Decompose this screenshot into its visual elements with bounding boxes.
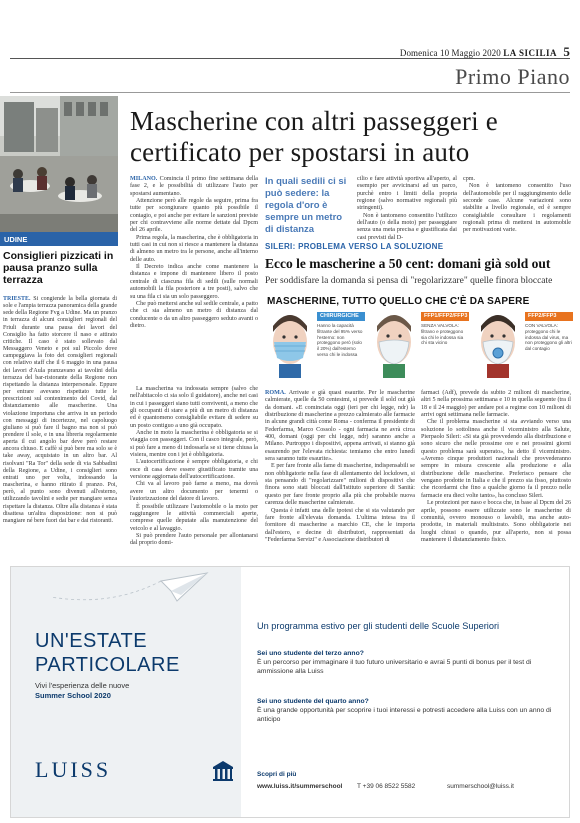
ad-contact xyxy=(257,767,567,807)
paragraph: La mascherina va indossata sempre (salvo che nell'abitacolo ci sia solo il guidatore), anche nei casi in cui i passeggeri siano tutti conviventi, a meno che gli occupanti di stare a più di un metro di distanza ed è quantomeno consigliabile evitare di sedere su un posto contiguo a uno già occupato. xyxy=(130,386,258,429)
ad-question-1 xyxy=(257,649,557,676)
ad-sub-line-2: Summer School 2020 xyxy=(35,690,111,700)
masthead-rule xyxy=(10,58,570,59)
luiss-emblem-icon xyxy=(211,759,235,783)
paragraph: Il Decreto indica anche come mantenere la distanza e impone di mantenere libero il posto centrale di ciascuna fila di sedili (sulle normali automobili la fila posteriore a tre posti), salvo che su una fila ci sia un solo passeggero. xyxy=(130,264,258,300)
sub-article-title: Ecco le mascherine a 50 cent: domani già sold out xyxy=(265,256,551,271)
terrace-photo xyxy=(0,96,118,232)
masthead xyxy=(0,0,580,64)
paragraph-text: Arrivate e già quasi esaurite. Per le mascherine calmierate, quelle da 50 centesimi, si prevede il sold out già da domani. «E cominciata oggi (ieri per chi legge, ndr) la distribuzione di mascherine a prezzo calmierato alle farmacie in alcune grandi città come Roma - conferma il presidente di Federfarma, Marco Cossolo - ogni farmacia ne avrà circa 400, domani (oggi per chi legge, ndr) saranno anche a Milano. Purtroppo i dispositivi, appena arrivati, si stanno già esaurendo per l'elevata richiesta: temiamo che entro lunedì sera saranno tutte esaurite». xyxy=(265,390,416,463)
face-with-ffp-mask-icon xyxy=(369,312,419,378)
paragraph: Le protezioni per naso e bocca che, in base al Dpcm del 26 aprile, possono essere utilizzate sono le mascherine di comunità, ovvero monouso o lavabili, ma anche auto-prodotte, in materiali multistrato. Sono obbligatorie nei luoghi chiusi o quando, pur all'aperto, non si possa mantenere il distanziamento fisico. xyxy=(421,500,571,543)
paragraph: Non è tantomeno consentito l'uso dell'automobile per il raggiungimento delle seconde case. Alcune variazioni sono stabilite a livello regionale, ed è sempre consigliabile consultare i regolamenti regionali prima di mettersi in automobile per motivazioni varie. xyxy=(463,183,571,234)
date: Domenica 10 Maggio 2020 xyxy=(399,48,501,58)
paragraph: Che il problema mascherine si sta avviando verso una soluzione lo sottolinea anche il viceministro alla Salute, Pierpaolo Sileri: «Si sta già provvedendo alla distribuzione e sono sicuro che nelle prossime ore e nei prossimi giorni questo problema sarà superato», ha detto il viceministro. «Avremo cinque produttori nazionali che provvederanno sempre in misura crescente alla produzione e alla distribuzione delle mascherine. Preferisco pensare che vengano prodotte in Italia e che il prezzo sia fisso, piuttosto che ricordarmi che fino a qualche giorno fa il prezzo nelle farmacie era dieci volte tanto», ha concluso Sileri. xyxy=(421,419,571,499)
paragraph: Si può prendere l'auto personale per allontanarsi dal proprio domi- xyxy=(130,532,258,547)
face-with-valve-mask-icon xyxy=(473,312,523,378)
infographic-title: MASCHERINE, TUTTO QUELLO CHE C'È DA SAPERE xyxy=(267,296,530,307)
section-rule xyxy=(10,92,570,93)
main-col-4 xyxy=(463,176,571,235)
main-headline: Mascherine con altri passeggeri e certificato per spostarsi in auto xyxy=(130,106,498,167)
sidebar-kicker: TRIESTE. xyxy=(3,296,31,302)
article-kicker: MILANO. xyxy=(130,176,158,182)
ad-question-heading: Sei uno studente del quarto anno? xyxy=(257,698,369,705)
main-col-2 xyxy=(130,386,258,548)
sidebar-label: UDINE xyxy=(0,232,118,246)
infographic-desc: Hanno la capacità filtrante del 95% verso l'esterno: non proteggono però (solo il 20%) dall'esterno verso chi le indossa xyxy=(317,323,363,357)
luiss-logo: LUISS xyxy=(35,757,112,782)
ad-right-panel xyxy=(257,567,567,818)
ad-subheadline xyxy=(35,681,129,700)
infographic-panel-surgical xyxy=(265,312,365,378)
sub-article-kicker: SILERI: PROBLEMA VERSO LA SOLUZIONE xyxy=(265,242,444,251)
article-kicker: ROMA. xyxy=(265,390,286,396)
infographic-panel-ffp-valve xyxy=(473,312,573,378)
ad-program-title: Un programma estivo per gli studenti delle Scuole Superiori xyxy=(257,621,500,631)
paragraph: Non è tantomeno consentito l'utilizzo dell'auto (o della moto) per passeggiare senza una meta precisa e giustificata dai casi previsti dal D- xyxy=(357,212,457,241)
ad-question-heading: Sei uno studente del terzo anno? xyxy=(257,650,364,657)
paragraph: E per fare fronte alla fame di mascherine, indispensabili se non obbligatorie nella fase di allentamento del lockdown, si sta pensando di "regolarizzare" milioni di dispositivi che finora sono stati bloccati dall'Istituto superiore di Sanità: questo per fare fronte proprio alla più che probabile nuova carenza delle mascherine calmierate. xyxy=(265,463,415,507)
ad-contact-heading: Scopri di più xyxy=(257,771,297,778)
paragraph: L'autocertificazione è sempre obbligatoria, e chi esce di casa deve essere giustificato tramite una versione aggiornata dell'autocertificazione. xyxy=(130,459,258,481)
infographic-label: FFP1/FFP2/FFP3 xyxy=(421,312,469,321)
infographic-label: FFP2/FFP3 xyxy=(525,312,573,321)
infographic-desc: CON VALVOLA: proteggono chi le indossa dal virus, ma non proteggono gli altri dal contagio xyxy=(525,323,572,352)
sidebar-photo xyxy=(0,96,118,232)
paragraph xyxy=(130,176,258,198)
ad-headline-line-1: UN'ESTATE xyxy=(35,630,148,652)
paragraph: Questa è infatti una delle ipotesi che si sta valutando per fare fronte all'elevata domanda. L'ultima intesa tra il fornitore di mascherine a marchio CE, che le importa dall'estero, e decine di distributori, rappresentati da "Federfarma Servizi" e Associazione distributori di xyxy=(265,507,415,543)
paragraph: farmaci (Adf), prevede da subito 2 milioni di mascherine, altri 5 nella prossima settimana e 10 in quella seguente (tra il 18 e il 24 maggio) per andare poi a regime con 10 milioni di arrivi ogni settimana nelle farmacie. xyxy=(421,390,571,419)
paragraph: È possibile utilizzare l'automobile o la moto per raggiungere le attività commerciali aperte, comprese quelle deputate alla manutenzione del veicolo e al lavaggio. xyxy=(130,503,258,532)
ad-question-2 xyxy=(257,697,557,724)
ad-headline xyxy=(35,629,180,677)
paragraph: cilio e fare attività sportiva all'aperto, al esempio per avvicinarsi ad un parco, purchè entro i limiti della propria regione (salvo normative regionali più stringenti). xyxy=(357,176,457,212)
paper-name: LA SICILIA xyxy=(503,48,558,58)
paragraph: Prima regola, la mascherina, che è obbligatoria in tutti casi in cui non si riesce a mantenere la distanza di almeno un metro tra le persone, anche all'interno delle auto. xyxy=(130,234,258,263)
face-with-surgical-mask-icon xyxy=(265,312,315,378)
sub-col-2 xyxy=(421,390,571,544)
ad-headline-line-2: PARTICOLARE xyxy=(35,654,180,676)
sidebar-body xyxy=(3,296,117,525)
sub-article-deck: Per soddisfare la domanda si pensa di "regolarizzare" quelle finora bloccate xyxy=(265,276,553,286)
infographic-desc: SENZA VALVOLA: filtrano e proteggono sia chi le indossa sia chi sta vicino xyxy=(421,323,464,346)
paragraph: Attenzione però alle regole da seguire, prima fra tutte per scongiurare quanto più possibile il contagio, e poi anche per evitare le sanzioni previste per chi contravviene alle norme dettate dal Dpcm del 26 aprile. xyxy=(130,198,258,234)
ad-question-text: È una grande opportunità per scoprire i tuoi interessi e potresti accedere alla Luiss con un anno di anticipo xyxy=(257,707,552,723)
infographic-label: CHIRURGICHE xyxy=(317,312,365,321)
ad-left-panel xyxy=(11,567,241,818)
main-col-3 xyxy=(357,176,457,242)
sidebar-text: Si congiende la bella giornata di sole e l'ampia terrazza panoramica della grande sede della Regione Fvg a Udine. Ma un pranzo in terrazza di alcuni consiglieri regionali del Friuli durante una pausa dei lavori del Consiglio ha fatto storcere il naso e attirato critiche. Il caso è stato sollevato dal Messaggero Veneto e poi sul Piccolo dove campeggiava la foto dei consiglieri regionali con relativo staff che il 6 maggio in una pausa dei lavori d'Aula pranzavano ai tavolini della terrazza del bar-ristorante della Regione non rispettando la distanza interpersonale. Eppure per entrare avevano rispettato tutte le prescrizioni sul contenimento del Covid, dal distanziamento alle mascherine. Una violazione importuna che arriva in un periodo con messaggi di incertezze, nel capoluogo giuliano si può fare il bagno ma non si può prendere il sole, e in una libreria regolarmente aperta il cui angolo bar deve però restare ancora chiuso. E caffè sì può bere ma solo se è take away, acquistato in un altro bar. Al risolvani "Ra Tor" della sede di via Sabbadini della Regione, a Udine, i consiglieri sono entrati uno per volta, indossando la mascherina, e hanno ritirato il pranzo. Poi, però, al punto sono divenuti all'esterno, utilizzando tavolini e sedie per mangiare senza rispettare la distanza. Oltre alla distanza è stata disattesa un'altra disposizione: non si può mangiare né bere fuori dai bar e dai ristoranti. xyxy=(3,296,117,524)
paragraph xyxy=(265,390,415,463)
section-title: Primo Piano xyxy=(455,64,570,89)
sidebar-title: Consiglieri pizzicati in pausa pranzo sulla terrazza xyxy=(3,250,114,286)
luiss-advertisement[interactable] xyxy=(10,566,570,818)
ad-phone[interactable]: T +39 06 8522 5582 xyxy=(357,783,416,790)
infographic-panel-ffp xyxy=(369,312,469,378)
mask-infographic xyxy=(265,294,575,384)
paragraph: cpm. xyxy=(463,176,476,182)
paragraph-text: Comincia il primo fine settimana della fase 2, e le possibilità di utilizzare l'auto per spostarsi aumentano. xyxy=(130,176,258,197)
ad-website-link[interactable]: www.luiss.it/summerschool xyxy=(257,783,343,790)
sub-col-1 xyxy=(265,390,415,544)
ad-email-link[interactable]: summerschool@luiss.it xyxy=(447,783,514,790)
pull-quote: In quali sedili ci si può sedere: la regola d'oro è sempre un metro di distanza xyxy=(265,176,347,235)
main-col-1 xyxy=(130,176,258,330)
page-number: 5 xyxy=(563,44,570,59)
ad-question-text: È un percorso per immaginare il tuo futuro universitario e avrai 5 punti di bonus per il test di ammissione alla Luiss xyxy=(257,659,532,675)
ad-sub-line-1: Vivi l'esperienza delle nuove xyxy=(35,681,130,690)
paragraph: Chi va al lavoro può farne a meno, ma dovrà avere un altro documento per tenermi o l'autorizzazione del datore di lavoro. xyxy=(130,481,258,503)
paragraph: Anche in moto la mascherina è obbligatoria se si viaggia con passeggeri. Con il casco integrale, però, si può fare a meno di indossarla se si tiene chiusa la visiera, mentre con i jet è obbligatoria. xyxy=(130,430,258,459)
paper-plane-icon xyxy=(11,567,241,627)
paragraph: Che può mettersi anche sul sedile centrale, a patto che ci sia almeno un metro di distanza dal conducente o da un altro passeggero seduto avanti o dietro. xyxy=(130,300,258,329)
